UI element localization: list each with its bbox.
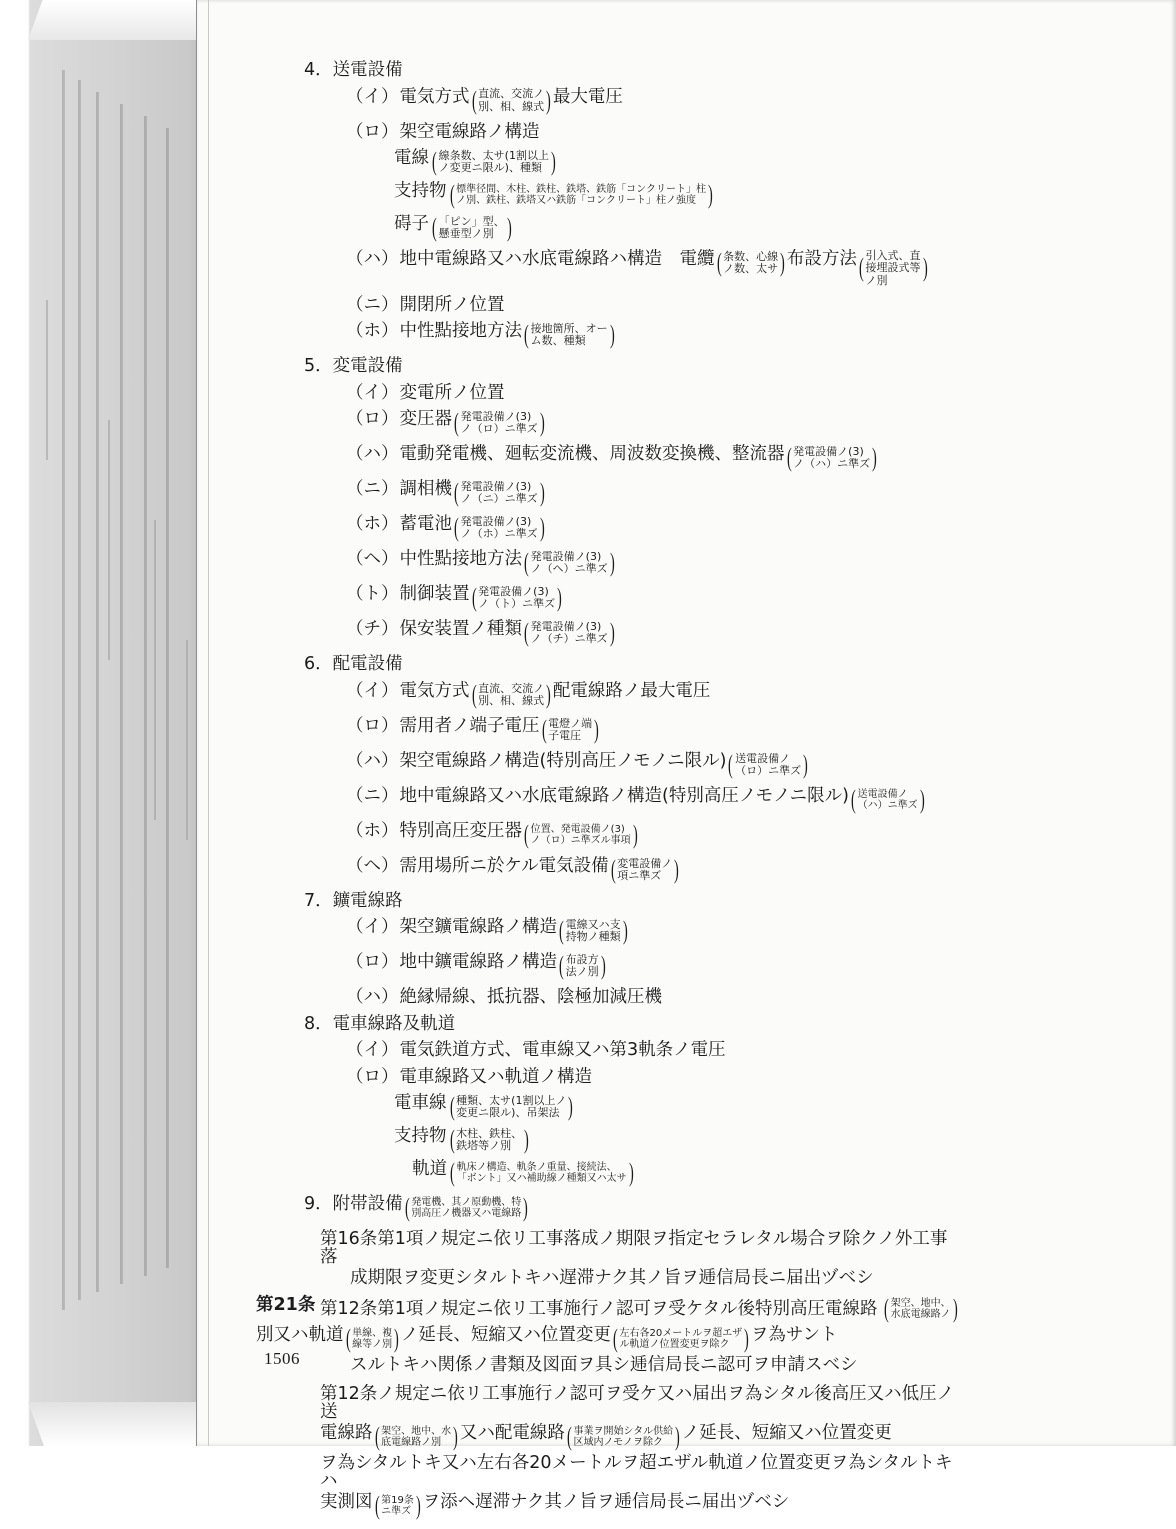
paren-close: )	[523, 1193, 529, 1223]
annotation-lines: 接地箇所、オー ム数、種類	[530, 322, 608, 348]
annotation	[470, 679, 553, 709]
section-title: 配電設備	[332, 654, 403, 675]
item-text: 電動発電機、廻転変流機、周波数変換機、整流器	[399, 444, 785, 465]
annotation-lines: 発電設備ノ(3) ノ（ヘ）ニ準ズ	[530, 550, 608, 576]
paren-close: )	[744, 1323, 749, 1353]
annotation-lines: 条数、心線 ノ数、太サ	[723, 249, 779, 275]
annotation	[540, 714, 601, 744]
annotation	[857, 250, 929, 287]
list-item	[346, 916, 960, 946]
paren-close: )	[453, 1422, 458, 1452]
annotation-lines: 発電設備ノ(3) ノ（チ）ニ準ズ	[530, 620, 608, 646]
paren-open: (	[850, 784, 856, 814]
item-text-after: 布設方法	[786, 249, 857, 269]
paren-open: (	[374, 1422, 380, 1452]
list-item	[346, 618, 960, 648]
paren-close: )	[674, 854, 680, 884]
annotation-lines: 第19条 ニ準ズ	[381, 1495, 414, 1518]
item-label: （ニ）	[346, 785, 399, 806]
sub-item	[394, 1092, 960, 1122]
item-label: （イ）	[346, 917, 399, 938]
article-text: 電線路	[320, 1423, 373, 1444]
list-item	[346, 248, 960, 288]
paren-close: )	[539, 478, 545, 508]
item-label: （ホ）	[346, 514, 399, 535]
list-item	[346, 408, 960, 438]
annotation-lines: 送電設備ノ （ロ）ニ準ズ	[735, 751, 802, 777]
item-text: 蓄電池	[399, 514, 452, 535]
item-text: 特別高圧変圧器	[399, 820, 522, 841]
paren-close: )	[609, 548, 615, 578]
list-item	[346, 819, 960, 849]
list-item	[346, 951, 960, 981]
section-number: 7．	[304, 890, 333, 911]
article-text: ヲ添ヘ遅滞ナク其ノ旨ヲ逓信局長ニ届出ヅベシ	[422, 1492, 790, 1513]
article-line	[320, 1422, 960, 1452]
article-text: 第12条ノ規定ニ依リ工事施行ノ認可ヲ受ケ又ハ届出ヲ為シタル後高圧又ハ低圧ノ送	[320, 1384, 955, 1422]
annotation	[785, 445, 879, 471]
annotation-lines: 発電設備ノ(3) ノ（ニ）ニ準ズ	[460, 480, 538, 506]
paren-open: (	[345, 1323, 351, 1353]
list-item	[346, 443, 960, 473]
item-text: 絶縁帰線、抵抗器、陰極加減圧機	[399, 987, 662, 1008]
paren-close: )	[394, 1323, 399, 1353]
annotation-lines: 位置、発電設備ノ(3) ノ（ロ）ニ準ズル事項	[530, 823, 631, 846]
item-text: 架空電線路ノ構造	[399, 121, 540, 142]
annotation	[522, 550, 616, 576]
annotation	[430, 215, 513, 241]
paragraph-text: 成期限ヲ変更シタルトキハ遅滞ナク其ノ旨ヲ逓信局長ニ届出ヅベシ	[350, 1268, 874, 1289]
sub-item-label: 軌道	[412, 1159, 447, 1180]
article-line	[256, 1323, 960, 1353]
paragraph-line	[320, 1231, 960, 1266]
paren-close: )	[557, 583, 562, 613]
paren-close: )	[707, 180, 713, 209]
paragraph-line	[350, 1270, 960, 1288]
annotation	[430, 149, 558, 175]
item-label: （ト）	[346, 584, 399, 605]
section-title: 電車線路及軌道	[332, 1013, 456, 1034]
annotation	[470, 85, 553, 115]
paren-close: )	[609, 618, 615, 648]
sub-item	[394, 213, 960, 242]
paren-open: (	[471, 679, 477, 709]
sub-item	[394, 1125, 960, 1155]
annotation	[470, 585, 564, 611]
item-label: （ヘ）	[346, 855, 399, 876]
item-text: 電車線路又ハ軌道ノ構造	[399, 1066, 592, 1087]
paren-open: (	[453, 408, 459, 438]
item-text: 変圧器	[399, 409, 452, 430]
item-text: 需用場所ニ於ケル電気設備	[399, 855, 609, 876]
annotation-lines: 木柱、鉄柱、 鉄塔等ノ別	[456, 1127, 523, 1153]
paren-open: (	[471, 583, 477, 613]
item-text: 需用者ノ端子電圧	[399, 715, 540, 736]
list-item	[346, 679, 960, 709]
item-label: （ロ）	[346, 121, 399, 142]
paren-close: )	[952, 1293, 958, 1323]
annotation-lines: 架空、地中、 水底電線路ノ	[890, 1297, 951, 1320]
paren-open: (	[858, 253, 864, 283]
paren-close: )	[628, 1158, 634, 1188]
list-item	[346, 294, 960, 315]
paren-open: (	[374, 1491, 380, 1521]
item-text: 中性點接地方法	[399, 321, 522, 342]
article-text: 実測図	[320, 1492, 373, 1513]
sub-item-label: 碍子	[394, 214, 429, 234]
annotation	[373, 1493, 423, 1519]
list-item	[346, 513, 960, 543]
paren-open: (	[449, 1158, 455, 1188]
section-title: 送電設備	[332, 60, 403, 80]
article-text: ヲ為サント	[750, 1324, 838, 1345]
annotation	[448, 182, 715, 208]
annotation	[715, 250, 787, 276]
section-title: 附帯設備	[332, 1194, 403, 1215]
paren-close: )	[539, 408, 545, 438]
sub-item	[394, 147, 960, 176]
annotation-lines: 左右各20メートルヲ超エザ ル軌道ノ位置変更ヲ除ク	[619, 1327, 743, 1350]
article-text: ヲ為シタルトキ又ハ左右各20メートルヲ超エザル軌道ノ位置変更ヲ為シタルトキハ	[320, 1453, 953, 1491]
paren-close: )	[632, 819, 638, 849]
item-text: 中性點接地方法	[399, 549, 522, 570]
page-number: 1506	[264, 1349, 300, 1368]
paren-open: (	[883, 1293, 889, 1323]
paren-open: (	[523, 618, 529, 648]
article-text: ノ延長、短縮又ハ位置変更	[400, 1324, 611, 1345]
list-item	[346, 854, 960, 884]
annotation-lines: 種類、太サ(1割以上ノ 変更ニ限ル)、吊架法	[456, 1094, 567, 1120]
item-text: 電気鉄道方式、電車線又ハ第3軌条ノ電圧	[399, 1040, 726, 1061]
list-item	[346, 989, 960, 1007]
list-item	[346, 85, 960, 115]
item-text: 電気方式	[399, 680, 470, 701]
annotation-lines: 電燈ノ端 子電圧	[548, 716, 593, 742]
paren-close: )	[919, 784, 925, 814]
item-label: （ロ）	[346, 409, 399, 430]
item-label: （イ）	[346, 86, 399, 107]
paren-open: (	[558, 916, 564, 946]
annotation	[557, 953, 607, 979]
annotation	[452, 480, 546, 506]
section-number: 6．	[304, 654, 333, 675]
paragraph-text: 第16条第1項ノ規定ニ依リ工事落成ノ期限ヲ指定セラレタル場合ヲ除クノ外工事落	[320, 1229, 948, 1267]
paren-close: )	[550, 147, 556, 176]
paren-close: )	[675, 1422, 680, 1452]
item-text: 制御装置	[399, 584, 470, 605]
article-text: スルトキハ関係ノ書類及図面ヲ具シ逓信局長ニ認可ヲ申請スベシ	[350, 1354, 858, 1375]
list-item	[346, 121, 960, 142]
sub-item	[412, 1158, 960, 1188]
item-label: （ヘ）	[346, 549, 399, 570]
item-label: （ハ）	[346, 249, 399, 269]
annotation	[565, 1424, 682, 1450]
annotation	[344, 1323, 401, 1353]
paren-open: (	[728, 749, 734, 779]
item-label: （イ）	[346, 1040, 399, 1061]
item-label: （ホ）	[346, 820, 399, 841]
annotation	[522, 819, 639, 849]
annotation	[452, 410, 546, 436]
paren-open: (	[449, 1092, 455, 1122]
section-number: 4．	[304, 60, 333, 80]
paren-close: )	[609, 320, 615, 350]
paren-open: (	[471, 85, 477, 115]
paren-close: )	[872, 443, 877, 473]
annotation	[522, 322, 616, 348]
item-text: 地中電線路又ハ水底電線路ノ構造(特別高圧ノモノニ限ル)	[399, 785, 849, 806]
section-heading	[304, 656, 960, 674]
item-label: （チ）	[346, 619, 399, 640]
item-text: 開閉所ノ位置	[399, 294, 505, 315]
annotation-lines: 布設方 法ノ別	[565, 953, 599, 979]
annotation	[849, 784, 926, 814]
section-title: 変電設備	[332, 356, 403, 377]
paren-open: (	[431, 213, 437, 242]
paren-close: )	[622, 916, 628, 946]
list-item	[346, 478, 960, 508]
article-line	[320, 1386, 960, 1421]
paren-open: (	[786, 443, 792, 473]
section-number: 5．	[304, 356, 333, 377]
annotation-lines: 単線、複 線等ノ別	[352, 1327, 393, 1350]
paren-close: )	[539, 513, 545, 543]
annotation	[452, 515, 546, 541]
annotation	[726, 749, 809, 779]
item-text-after: 配電線路ノ最大電圧	[552, 680, 711, 701]
item-text: 調相機	[399, 479, 452, 500]
list-item	[346, 749, 960, 779]
paren-open: (	[449, 180, 455, 209]
paren-close: )	[415, 1491, 421, 1521]
item-text: 架空電線路ノ構造(特別高圧ノモノニ限ル)	[399, 750, 727, 771]
section-heading	[304, 890, 960, 911]
item-text: 架空鑛電線路ノ構造	[399, 917, 557, 938]
annotation-lines: 直流、交流ノ 別、相、線式	[478, 87, 545, 113]
paren-open: (	[523, 548, 529, 578]
item-label: （イ）	[346, 382, 399, 403]
paren-open: (	[610, 854, 616, 884]
paren-open: (	[523, 320, 529, 350]
paren-open: (	[453, 513, 459, 543]
sub-item	[394, 180, 960, 209]
paren-open: (	[453, 478, 459, 508]
annotation-lines: 事業ヲ開始シタル供給 区域内ノモノヲ除ク	[573, 1426, 674, 1449]
list-item	[346, 382, 960, 403]
item-label: （ロ）	[346, 1066, 399, 1087]
annotation-lines: 発電設備ノ(3) ノ（ロ）ニ準ズ	[460, 410, 538, 436]
annotation	[882, 1293, 959, 1323]
article-text: 別	[256, 1324, 274, 1345]
item-text: 地中鑛電線路ノ構造	[399, 952, 557, 973]
article-block	[256, 1293, 960, 1323]
annotation	[557, 918, 629, 944]
item-label: （ロ）	[346, 952, 399, 973]
book-edge-top	[28, 0, 223, 40]
paren-close: )	[600, 951, 606, 981]
paren-open: (	[566, 1422, 572, 1452]
list-item	[346, 714, 960, 744]
annotation	[403, 1195, 530, 1221]
annotation-lines: 発電設備ノ(3) ノ（ホ）ニ準ズ	[460, 515, 538, 541]
annotation-lines: 電線又ハ支 持物ノ種類	[565, 918, 621, 944]
paren-open: (	[404, 1193, 410, 1223]
list-item	[346, 784, 960, 814]
annotation-lines: 発電機、其ノ原動機、特 別高圧ノ機器又ハ電線路	[411, 1197, 522, 1220]
annotation-lines: 発電設備ノ(3) ノ（ト）ニ準ズ	[478, 585, 556, 611]
paren-close: )	[546, 85, 551, 115]
annotation	[373, 1424, 460, 1450]
annotation-lines: 変電設備ノ 項ニ準ズ	[617, 856, 673, 882]
list-item	[346, 583, 960, 613]
item-text-after: 最大電圧	[552, 86, 623, 107]
page-content	[60, 62, 960, 1529]
paren-close: )	[780, 248, 785, 277]
annotation	[448, 1127, 531, 1153]
annotation	[448, 1094, 576, 1120]
section-number: 9．	[304, 1194, 333, 1215]
item-label: （ロ）	[346, 715, 399, 736]
list-item	[346, 320, 960, 350]
paren-close: )	[524, 1125, 529, 1155]
article-text: 又ハ配電線路	[459, 1423, 565, 1444]
item-label: （ハ）	[346, 444, 399, 465]
paren-close: )	[506, 213, 512, 242]
item-label: （ハ）	[346, 750, 399, 771]
item-label: （ハ）	[346, 987, 399, 1008]
paren-close: )	[546, 679, 551, 709]
paren-open: (	[612, 1323, 618, 1353]
list-item	[346, 1066, 960, 1087]
annotation-lines: 発電設備ノ(3) ノ（ハ）ニ準ズ	[793, 445, 871, 471]
annotation-lines: 軌床ノ構造、軌条ノ重量、接続法、 「ボント」又ハ補助線ノ種類又ハ太サ	[456, 1162, 627, 1185]
sub-item-label: 電線	[394, 148, 429, 168]
annotation	[448, 1160, 635, 1186]
annotation-lines: 標準径間、木柱、鉄柱、鉄塔、鉄筋「コンクリート」柱 ノ別、鉄柱、鉄塔又ハ鉄筋「コンクリート」柱ノ強度	[456, 183, 706, 206]
article-line	[320, 1491, 960, 1521]
list-item	[346, 1042, 960, 1060]
article-text: 第12条第1項ノ規定ニ依リ工事施行ノ認可ヲ受ケタル後特別高圧電線路	[320, 1298, 878, 1319]
item-text: 電気方式	[399, 86, 470, 107]
edge-speck	[46, 300, 48, 460]
item-label: （イ）	[346, 680, 399, 701]
annotation-lines: 「ピン」型、 懸垂型ノ別	[438, 214, 505, 240]
sub-item-label: 支持物	[394, 181, 447, 201]
paren-open: (	[523, 819, 529, 849]
article-number: 第21条	[256, 1294, 316, 1315]
paren-open: (	[431, 147, 437, 176]
paren-open: (	[449, 1125, 455, 1155]
annotation-lines: 直流、交流ノ 別、相、線式	[478, 681, 545, 707]
annotation	[611, 1323, 751, 1353]
sub-item-label: 支持物	[394, 1126, 447, 1147]
annotation-lines: 送電設備ノ （ハ）ニ準ズ	[857, 788, 918, 811]
annotation-lines: 引入式、直 接埋設式等 ノ別	[865, 249, 921, 287]
item-label: （ニ）	[346, 479, 399, 500]
section-heading	[304, 1193, 960, 1223]
paren-close: )	[803, 749, 808, 779]
paren-close: )	[922, 253, 928, 283]
item-text: 変電所ノ位置	[399, 382, 505, 403]
item-label: （ホ）	[346, 321, 399, 342]
sub-item-label: 電車線	[394, 1093, 447, 1114]
item-label: （ニ）	[346, 294, 399, 315]
paren-open: (	[558, 951, 564, 981]
section-number: 8．	[304, 1013, 333, 1034]
section-heading	[304, 358, 960, 376]
section-title: 鑛電線路	[332, 890, 403, 911]
paren-open: (	[716, 248, 722, 277]
paren-open: (	[541, 714, 547, 744]
section-heading	[304, 62, 960, 80]
article-line	[350, 1354, 960, 1375]
article-line	[320, 1455, 960, 1490]
list-item	[346, 548, 960, 578]
item-text: 地中電線路又ハ水底電線路ハ構造 電纜	[399, 249, 715, 269]
item-text: 保安装置ノ種類	[399, 619, 522, 640]
paren-close: )	[594, 714, 599, 744]
article-text: 又ハ軌道	[273, 1324, 344, 1345]
annotation	[609, 854, 681, 884]
section-heading	[304, 1013, 960, 1034]
annotation-lines: 架空、地中、水 底電線路ノ別	[381, 1426, 452, 1449]
annotation-lines: 線条数、太サ(1割以上 ノ変更ニ限ル)、種類	[438, 148, 549, 174]
paren-close: )	[568, 1092, 574, 1122]
article-text: ノ延長、短縮又ハ位置変更	[681, 1423, 892, 1444]
annotation	[522, 620, 616, 646]
